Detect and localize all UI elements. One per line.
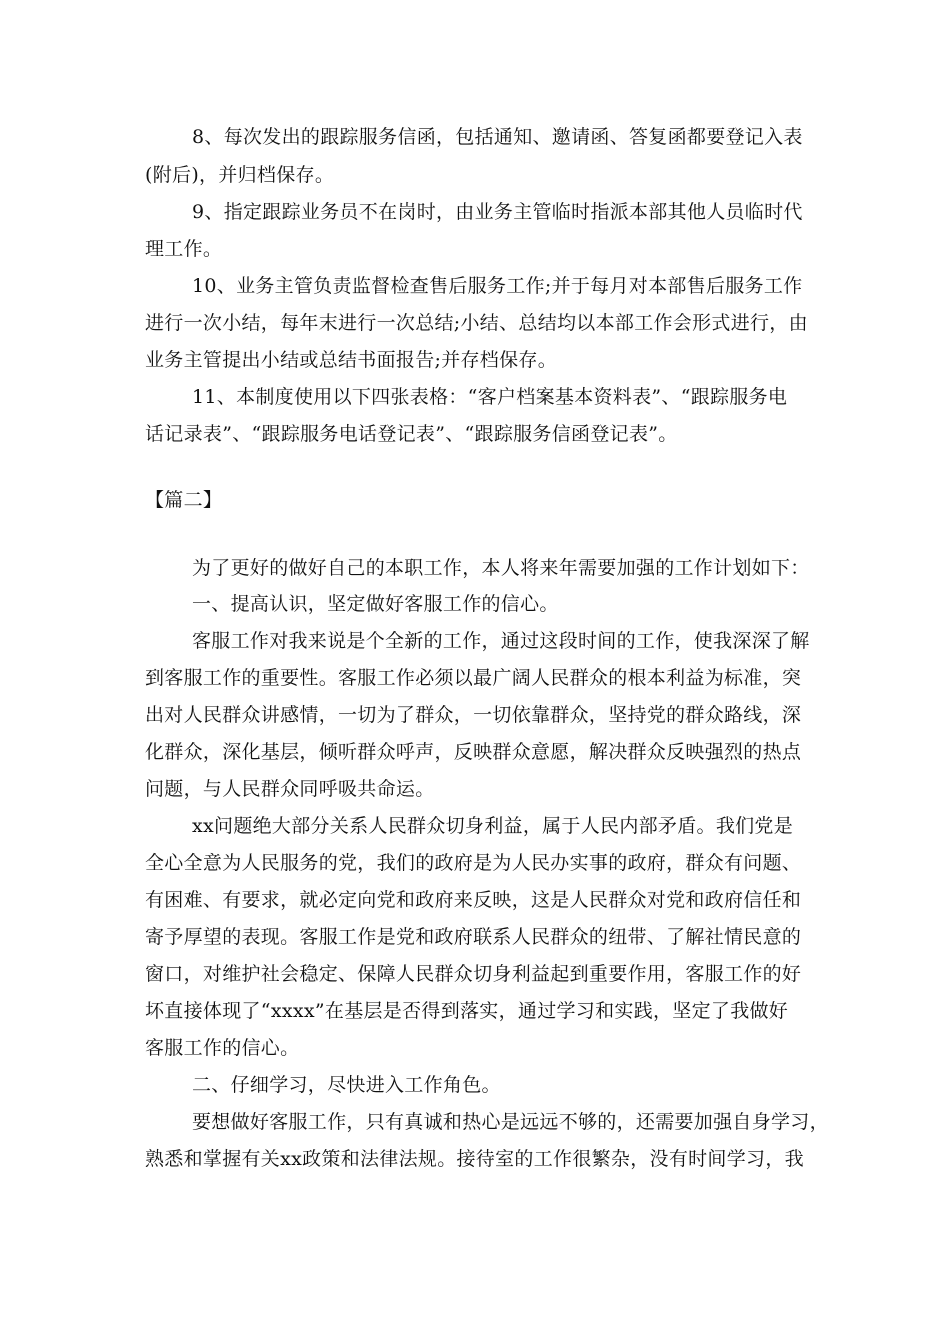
paragraph-line: 要想做好客服工作，只有真诚和热心是远远不够的，还需要加强自身学习， [192,1111,829,1133]
paragraph-line: 二、仔细学习，尽快进入工作角色。 [192,1074,501,1096]
paragraph-line: 化群众，深化基层，倾听群众呼声，反映群众意愿，解决群众反映强烈的热点 [145,741,802,763]
paragraph-line: 问题，与人民群众同呼吸共命运。 [145,778,435,800]
paragraph-line: 8、每次发出的跟踪服务信函，包括通知、邀请函、答复函都要登记入表 [192,126,803,148]
paragraph-line: 业务主管提出小结或总结书面报告;并存档保存。 [145,349,558,371]
paragraph-line: 11、本制度使用以下四张表格：“客户档案基本资料表”、“跟踪服务电 [192,386,788,408]
paragraph-line: 出对人民群众讲感情，一切为了群众，一切依靠群众，坚持党的群众路线，深 [145,704,802,726]
paragraph-line: 坏直接体现了“xxxx”在基层是否得到落实，通过学习和实践，坚定了我做好 [145,1000,789,1022]
paragraph-line: 9、指定跟踪业务员不在岗时，由业务主管临时指派本部其他人员临时代 [192,201,803,223]
paragraph-line: 10、业务主管负责监督检查售后服务工作;并于每月对本部售后服务工作 [192,275,803,297]
paragraph-line: 理工作。 [145,238,223,260]
paragraph-line: 一、提高认识，坚定做好客服工作的信心。 [192,593,559,615]
paragraph-line: 全心全意为人民服务的党，我们的政府是为人民办实事的政府，群众有问题、 [145,852,802,874]
paragraph-line: 熟悉和掌握有关xx政策和法律法规。接待室的工作很繁杂，没有时间学习，我 [145,1148,804,1170]
paragraph-line: 话记录表”、“跟踪服务电话登记表”、“跟踪服务信函登记表”。 [145,423,678,445]
paragraph-line: 有困难、有要求，就必定向党和政府来反映，这是人民群众对党和政府信任和 [145,889,802,911]
paragraph-line: 窗口，对维护社会稳定、保障人民群众切身利益起到重要作用，客服工作的好 [145,963,802,985]
paragraph-line: 客服工作的信心。 [145,1037,300,1059]
paragraph-line: 为了更好的做好自己的本职工作，本人将来年需要加强的工作计划如下： [192,557,810,579]
paragraph-line: 寄予厚望的表现。客服工作是党和政府联系人民群众的纽带、了解社情民意的 [145,926,802,948]
paragraph-line: xx问题绝大部分关系人民群众切身利益，属于人民内部矛盾。我们党是 [192,815,794,837]
paragraph-line: 客服工作对我来说是个全新的工作，通过这段时间的工作，使我深深了解 [192,630,810,652]
section-heading: 【篇二】 [145,489,223,511]
paragraph-line: 到客服工作的重要性。客服工作必须以最广阔人民群众的根本利益为标准，突 [145,667,802,689]
paragraph-line: 进行一次小结，每年末进行一次总结;小结、总结均以本部工作会形式进行，由 [145,312,808,334]
paragraph-line: (附后)，并归档保存。 [145,164,335,186]
